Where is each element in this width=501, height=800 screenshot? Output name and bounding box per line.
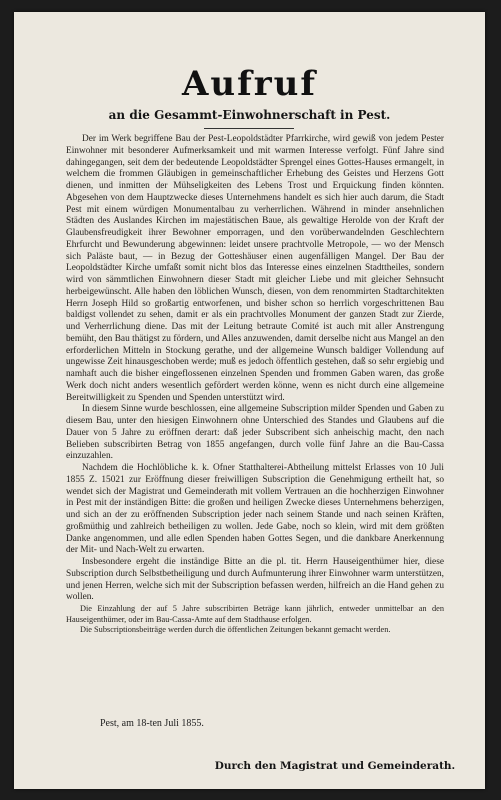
- document-subtitle: an die Gesammt-Einwohnerschaft in Pest.: [108, 108, 391, 122]
- body-paragraph: In diesem Sinne wurde beschlossen, eine allgemeine Subscription milder Spenden und Gaben zu diesem Bau, unter den hiesigen Einwohnern ohne Unterschied des Standes und Glaubens auf die Dauer von 5 Jahre zu eröffnen derart: daß jeder Subscribent sich anheischig macht, den nach Belieben subscribirten Betrag von 1855 angefangen, durch volle fünf Jahre an die Bau-Cassa einzuzahlen.: [66, 404, 444, 462]
- body-paragraph: Der im Werk begriffene Bau der Pest-Leopoldstädter Pfarrkirche, wird gewiß von jedem Pester Einwohner mit besonderer Aufmerksamkeit und mit warmen Interesse verfolgt. Fünf Jahre sind dahingegangen, seit dem der bedeutende Leopoldstädter Sprengel eines Gottes-Hauses ermangelt, in welchem die frommen Gläubigen in gemeinschaftlicher Erhebung des Geistes und Herzens Gott dienen, und inmitten der Mühseligkeiten des Lebens Trost und Erquickung finden könnten. Abgesehen von dem Hauptzwecke dieses Unternehmens handelt es sich hier auch darum, die Stadt Pest mit einem würdigen Monumentalbau zu verherrlichen. Während in minder ansehnlichen Städten des Auslandes Kirchen im majestätischen Baue, als gewaltige Herolde von der Kraft der Glaubensfreudigkeit ihrer Bewohner emporragen, und den vorüberwandelnden Geschlechtern Ehrfurcht und Bewunderung abgewinnen: leidet unsere prachtvolle Metropole, — wo der Mensch sich Paläste baut, — in Bezug der Gotteshäuser einen augenfälligen Mangel. Der Bau der Leopoldstädter Kirche umfaßt somit nicht blos das Interesse eines einzelnen Stadttheiles, sondern wird von sämmtlichen Einwohnern dieser Stadt mit gleicher Liebe und mit gleicher Sehnsucht herbeigewünscht. Alle haben den löblichen Wunsch, diesen, von dem renommirten Stadtarchitekten Herrn Joseph Hild so großartig entworfenen, und bisher schon so herrlich vorgeschrittenen Bau baldigst vollendet zu sehen, damit er als ein prachtvolles Monument der ganzen Stadt zur Zierde, und Verherrlichung diene. Das mit der Leitung betraute Comité ist auch mit aller Anstrengung bemüht, den Bau thätigst zu fördern, und Alles anzuwenden, damit derselbe nicht aus Mangel an den erforderlichen Mitteln in Stockung gerathe, und der allgemeine Wunsch baldiger Vollendung auf ungewisse Zeit hinausgeschoben werde; muß es jedoch öffentlich gestehen, daß so sehr ergiebig und namhaft auch die bisher eingeflossenen einzelnen Spenden und frommen Gaben waren, das große Werk doch nicht anders wesentlich gefördert werden könne, wenn es nicht durch eine allgemeine Bereitwilligkeit zu Spenden und Spenden unterstützt wird.: [66, 134, 444, 403]
- publication-note: Die Subscriptionsbeiträge werden durch die öffentlichen Zeitungen bekannt gemacht werden.: [80, 625, 391, 635]
- document-title: Aufruf: [182, 64, 317, 104]
- title-divider: [204, 128, 294, 129]
- payment-note: Die Einzahlung der auf 5 Jahre subscribirten Beträge kann jährlich, entweder unmittelbar an den Hauseigenthümer, oder im Bau-Cassa-Amte auf dem Stadthause erfolgen.: [66, 604, 444, 624]
- signature-line: Durch den Magistrat und Gemeinderath.: [214, 760, 456, 772]
- body-paragraph: Insbesondere ergeht die inständige Bitte an die pl. tit. Herrn Hauseigenthümer hier, diese Subscription durch Selbstbetheiligung und durch Aufmunterung ihrer Einwohner warm unterstützen, und jenen Herren, welche sich mit der Subscription befassen werden, hilfreich an die Hand gehen zu wollen.: [66, 557, 444, 603]
- body-paragraph: Nachdem die Hochlöbliche k. k. Ofner Statthalterei-Abtheilung mittelst Erlasses von 10 Juli 1855 Z. 15021 zur Eröffnung dieser freiwilligen Subscription die Genehmigung ertheilt hat, so wendet sich der Magistrat und Gemeinderath mit vollem Vertrauen an die hochherzigen Einwohner in Pest mit der inständigen Bitte: die großen und heiligen Zwecke dieses Unternehmens beherzigen, und sich an der zu eröffnenden Subscription jeder nach seinem Stande und nach seinen Kräften, großmüthig und zahlreich betheiligen zu wollen. Jede Gabe, noch so klein, wird mit dem größten Danke angenommen, und alle edlen Spenden haben Gottes Segen, und die dankbare Anerkennung der Mit- und Nach-Welt zu erwarten.: [66, 463, 444, 556]
- dateline: Pest, am 18-ten Juli 1855.: [100, 718, 204, 729]
- document-page: [14, 12, 485, 789]
- document-body: [66, 134, 444, 636]
